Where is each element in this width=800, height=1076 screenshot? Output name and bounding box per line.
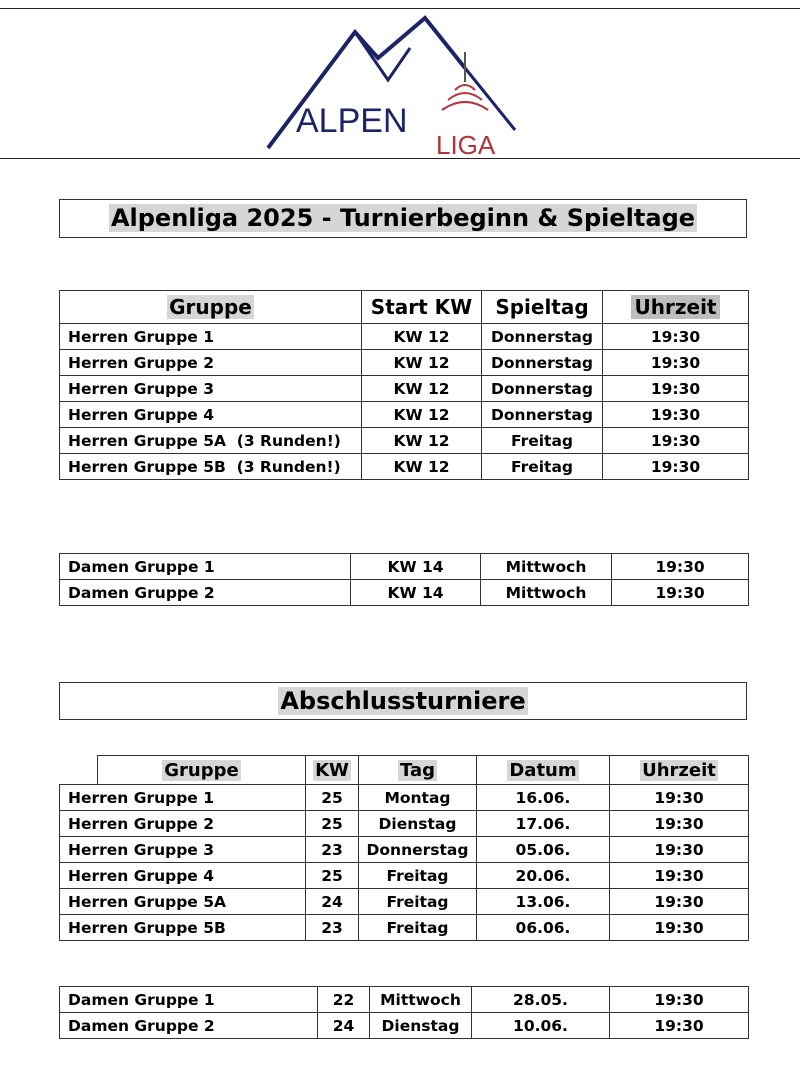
- cell-kw: KW 12: [362, 454, 482, 480]
- table-header-row: [60, 756, 749, 785]
- table-row: [60, 987, 749, 1013]
- cell-gruppe: Herren Gruppe 4: [60, 402, 362, 428]
- table-row: [60, 915, 749, 941]
- cell-uhrzeit: 19:30: [603, 324, 749, 350]
- cell-kw: 23: [306, 837, 359, 863]
- cell-uhrzeit: 19:30: [610, 785, 749, 811]
- cell-tag: Donnerstag: [359, 837, 477, 863]
- table-row: [60, 863, 749, 889]
- cell-tag: Freitag: [359, 863, 477, 889]
- cell-uhrzeit: 19:30: [610, 811, 749, 837]
- table-herren-spieltage: [59, 290, 749, 480]
- header-datum: Datum: [509, 759, 577, 781]
- cell-spieltag: Freitag: [482, 428, 603, 454]
- cell-gruppe: Herren Gruppe 4: [60, 863, 306, 889]
- table-row: [60, 402, 749, 428]
- cell-uhrzeit: 19:30: [603, 428, 749, 454]
- cell-uhrzeit: 19:30: [610, 837, 749, 863]
- cell-datum: 05.06.: [477, 837, 610, 863]
- cell-datum: 06.06.: [477, 915, 610, 941]
- cell-uhrzeit: 19:30: [610, 915, 749, 941]
- cell-uhrzeit: 19:30: [610, 889, 749, 915]
- cell-kw: KW 12: [362, 324, 482, 350]
- cell-gruppe: Herren Gruppe 3: [60, 837, 306, 863]
- cell-gruppe: Herren Gruppe 5A: [60, 889, 306, 915]
- cell-datum: 20.06.: [477, 863, 610, 889]
- cell-kw: 24: [306, 889, 359, 915]
- cell-gruppe: Damen Gruppe 1: [60, 554, 351, 580]
- cell-kw: 23: [306, 915, 359, 941]
- table-row: [60, 454, 749, 480]
- logo-word-alpen: ALPEN: [296, 102, 408, 140]
- table-row: [60, 554, 749, 580]
- cell-gruppe: Herren Gruppe 1: [60, 324, 362, 350]
- title-turnierbeginn-text: Alpenliga 2025 - Turnierbeginn & Spieltage: [110, 204, 696, 232]
- cell-uhrzeit: 19:30: [603, 350, 749, 376]
- top-rule: [0, 8, 800, 9]
- header-spieltag: Spieltag: [482, 291, 603, 324]
- cell-tag: Freitag: [359, 915, 477, 941]
- cell-datum: 13.06.: [477, 889, 610, 915]
- header-uhrzeit: Uhrzeit: [631, 295, 721, 319]
- header-uhrzeit: Uhrzeit: [642, 759, 716, 781]
- header-gruppe: Gruppe: [164, 759, 239, 781]
- cell-spieltag: Donnerstag: [482, 324, 603, 350]
- title-abschlussturniere-text: Abschlussturniere: [280, 687, 526, 715]
- cell-spieltag: Mittwoch: [481, 580, 612, 606]
- header-kw: KW: [315, 759, 349, 781]
- table-row: [60, 785, 749, 811]
- cell-uhrzeit: 19:30: [610, 1013, 749, 1039]
- table-abschluss-herren: [59, 755, 749, 941]
- cell-uhrzeit: 19:30: [603, 402, 749, 428]
- cell-tag: Montag: [359, 785, 477, 811]
- cell-kw: 25: [306, 863, 359, 889]
- cell-gruppe: Herren Gruppe 5A (3 Runden!): [60, 428, 362, 454]
- cell-gruppe: Damen Gruppe 1: [60, 987, 318, 1013]
- cell-gruppe: Herren Gruppe 5B (3 Runden!): [60, 454, 362, 480]
- alpenliga-logo: [260, 10, 530, 160]
- cell-kw: 24: [318, 1013, 370, 1039]
- table-row: [60, 1013, 749, 1039]
- cell-uhrzeit: 19:30: [610, 863, 749, 889]
- cell-gruppe: Herren Gruppe 3: [60, 376, 362, 402]
- cell-kw: 25: [306, 811, 359, 837]
- table-abschluss-damen: [59, 986, 749, 1039]
- cell-tag: Mittwoch: [370, 987, 472, 1013]
- header-tag: Tag: [400, 759, 435, 781]
- cell-uhrzeit: 19:30: [612, 580, 749, 606]
- cell-gruppe: Herren Gruppe 2: [60, 811, 306, 837]
- cell-kw: KW 14: [351, 554, 481, 580]
- cell-gruppe: Damen Gruppe 2: [60, 1013, 318, 1039]
- table-header-row: [60, 291, 749, 324]
- cell-kw: KW 12: [362, 350, 482, 376]
- cell-datum: 17.06.: [477, 811, 610, 837]
- cell-kw: 25: [306, 785, 359, 811]
- cell-gruppe: Herren Gruppe 1: [60, 785, 306, 811]
- cell-spieltag: Mittwoch: [481, 554, 612, 580]
- cell-datum: 10.06.: [472, 1013, 610, 1039]
- cell-tag: Dienstag: [359, 811, 477, 837]
- table-row: [60, 376, 749, 402]
- title-abschlussturniere: [59, 682, 747, 720]
- table-damen-spieltage: [59, 553, 749, 606]
- cell-gruppe: Herren Gruppe 2: [60, 350, 362, 376]
- table-row: [60, 324, 749, 350]
- cell-kw: 22: [318, 987, 370, 1013]
- header-gruppe: Gruppe: [169, 295, 252, 319]
- cell-kw: KW 12: [362, 376, 482, 402]
- cell-kw: KW 14: [351, 580, 481, 606]
- cell-datum: 16.06.: [477, 785, 610, 811]
- cell-uhrzeit: 19:30: [610, 987, 749, 1013]
- table-row: [60, 428, 749, 454]
- table-row: [60, 837, 749, 863]
- header-spacer: [60, 756, 98, 785]
- cell-tag: Freitag: [359, 889, 477, 915]
- logo-word-liga: LIGA: [436, 130, 496, 160]
- header-start-kw: Start KW: [362, 291, 482, 324]
- cell-kw: KW 12: [362, 428, 482, 454]
- cell-uhrzeit: 19:30: [612, 554, 749, 580]
- cell-spieltag: Donnerstag: [482, 376, 603, 402]
- cell-spieltag: Donnerstag: [482, 402, 603, 428]
- table-row: [60, 580, 749, 606]
- cell-uhrzeit: 19:30: [603, 376, 749, 402]
- title-turnierbeginn: [59, 199, 747, 238]
- cell-tag: Dienstag: [370, 1013, 472, 1039]
- table-row: [60, 811, 749, 837]
- cell-kw: KW 12: [362, 402, 482, 428]
- cell-uhrzeit: 19:30: [603, 454, 749, 480]
- cell-spieltag: Freitag: [482, 454, 603, 480]
- table-row: [60, 350, 749, 376]
- cell-gruppe: Damen Gruppe 2: [60, 580, 351, 606]
- cell-datum: 28.05.: [472, 987, 610, 1013]
- cell-gruppe: Herren Gruppe 5B: [60, 915, 306, 941]
- cell-spieltag: Donnerstag: [482, 350, 603, 376]
- table-row: [60, 889, 749, 915]
